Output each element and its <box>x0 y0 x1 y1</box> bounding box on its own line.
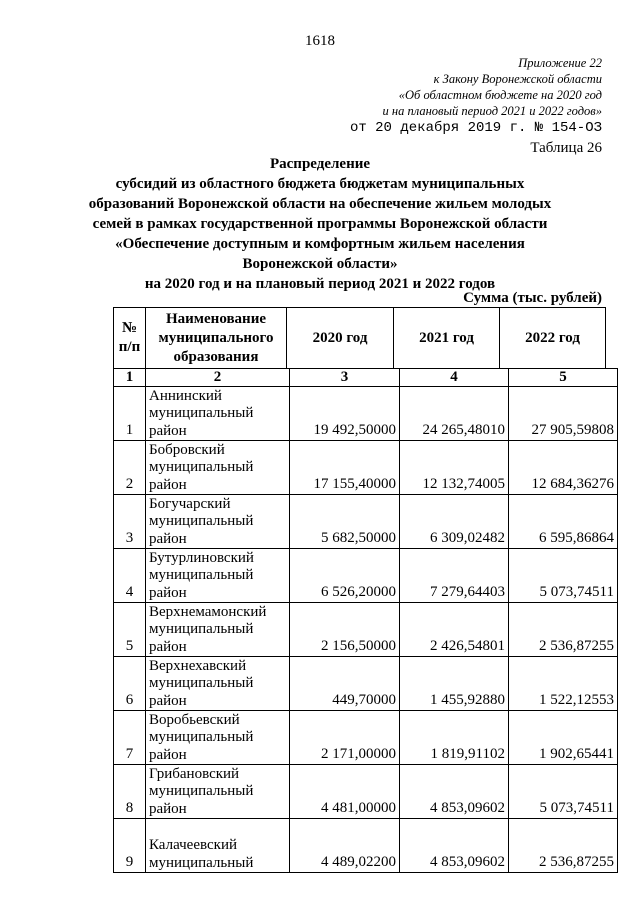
table-row <box>114 387 618 441</box>
municipality-name-line: муниципальный <box>149 783 254 799</box>
row-number: 2 <box>114 441 146 495</box>
value-2021: 4 853,09602 <box>400 819 509 873</box>
title-line: «Обеспечение доступным и комфортным жильем населения <box>115 236 525 252</box>
value-2021: 1 819,91102 <box>400 711 509 765</box>
value-2020: 19 492,50000 <box>290 387 400 441</box>
column-numbers-row <box>114 369 618 387</box>
municipality-name-line: Воробьевский <box>149 711 240 728</box>
value-2021: 12 132,74005 <box>400 441 509 495</box>
row-number: 7 <box>114 711 146 765</box>
row-number: 8 <box>114 765 146 819</box>
appendix-line: Приложение 22 <box>518 56 602 70</box>
value-2022: 6 595,86864 <box>509 495 618 549</box>
table-row <box>114 711 618 765</box>
municipality-name-line: Грибановский <box>149 765 240 782</box>
municipality-name <box>146 711 290 765</box>
table-row <box>114 765 618 819</box>
value-2021: 7 279,64403 <box>400 549 509 603</box>
municipality-name-line: район <box>149 800 187 817</box>
value-2022: 5 073,74511 <box>509 549 618 603</box>
column-number: 4 <box>400 369 509 387</box>
value-2022: 1 522,12553 <box>509 657 618 711</box>
municipality-name <box>146 549 290 603</box>
value-2020: 4 481,00000 <box>290 765 400 819</box>
table-row <box>114 441 618 495</box>
value-2021: 24 265,48010 <box>400 387 509 441</box>
row-number: 4 <box>114 549 146 603</box>
value-2021: 1 455,92880 <box>400 657 509 711</box>
municipality-name-line: район <box>149 584 187 601</box>
appendix-line: и на плановый период 2021 и 2022 годов» <box>382 104 602 118</box>
municipality-name-line: муниципальный <box>149 729 254 745</box>
title-line: Распределение <box>269 156 371 172</box>
value-2020: 17 155,40000 <box>290 441 400 495</box>
municipality-name-line: район <box>149 746 187 763</box>
municipality-name-line: район <box>149 422 187 439</box>
table-row <box>114 657 618 711</box>
value-2021: 2 426,54801 <box>400 603 509 657</box>
municipality-name-line: муниципальный <box>149 567 254 583</box>
municipality-name-line: муниципальный <box>149 459 254 475</box>
units-label: Сумма (тыс. рублей) <box>463 290 602 306</box>
row-number: 6 <box>114 657 146 711</box>
table-header <box>113 307 606 369</box>
municipality-name <box>146 765 290 819</box>
data-table <box>113 368 618 873</box>
municipality-name-line: Верхнемамонский <box>149 603 267 620</box>
municipality-name-line: Бобровский <box>149 441 225 458</box>
table-row <box>114 819 618 873</box>
municipality-name-line: муниципальный <box>149 405 254 421</box>
value-2020: 4 489,02200 <box>290 819 400 873</box>
value-2022: 2 536,87255 <box>509 819 618 873</box>
row-number: 5 <box>114 603 146 657</box>
municipality-name <box>146 495 290 549</box>
municipality-name-line: муниципальный <box>149 513 254 529</box>
municipality-name-line: Верхнехавский <box>149 657 247 674</box>
value-2022: 2 536,87255 <box>509 603 618 657</box>
table-row <box>114 495 618 549</box>
municipality-name-line: Богучарский <box>149 495 231 512</box>
municipality-name <box>146 603 290 657</box>
table-row <box>114 603 618 657</box>
header-2021: 2021 год <box>394 308 500 369</box>
column-number: 2 <box>146 369 290 387</box>
column-number: 3 <box>290 369 400 387</box>
column-number: 1 <box>114 369 146 387</box>
municipality-name-line: район <box>149 638 187 655</box>
municipality-name-line: район <box>149 692 187 709</box>
table-row <box>114 549 618 603</box>
title-line: субсидий из областного бюджета бюджетам муниципальных <box>115 176 525 192</box>
appendix-line: к Закону Воронежской области <box>433 72 602 86</box>
header-num: № п/п <box>114 308 146 369</box>
value-2021: 4 853,09602 <box>400 765 509 819</box>
title-line: на 2020 год и на плановый период 2021 и 2022 годов <box>144 276 496 292</box>
value-2022: 1 902,65441 <box>509 711 618 765</box>
title-line: образований Воронежской области на обеспечение жильем молодых <box>88 196 552 212</box>
municipality-name-line: Калачеевский <box>149 837 237 853</box>
municipality-name <box>146 657 290 711</box>
header-name: Наименование муниципального образования <box>146 308 287 369</box>
value-2020: 5 682,50000 <box>290 495 400 549</box>
row-number: 3 <box>114 495 146 549</box>
row-number: 1 <box>114 387 146 441</box>
appendix-header <box>383 55 602 119</box>
municipality-name <box>146 819 290 873</box>
value-2020: 2 171,00000 <box>290 711 400 765</box>
header-2020: 2020 год <box>287 308 394 369</box>
municipality-name-line: Бутурлиновский <box>149 549 254 566</box>
value-2022: 12 684,36276 <box>509 441 618 495</box>
municipality-name-line: муниципальный <box>149 854 254 871</box>
municipality-name-line: муниципальный <box>149 621 254 637</box>
municipality-name-line: район <box>149 476 187 493</box>
value-2022: 5 073,74511 <box>509 765 618 819</box>
column-number: 5 <box>509 369 618 387</box>
title-line: семей в рамках государственной программы Воронежской области <box>92 216 548 232</box>
municipality-name-line: муниципальный <box>149 675 254 691</box>
value-2022: 27 905,59808 <box>509 387 618 441</box>
value-2020: 6 526,20000 <box>290 549 400 603</box>
title-line: Воронежской области» <box>242 256 398 272</box>
value-2021: 6 309,02482 <box>400 495 509 549</box>
municipality-name-line: Аннинский <box>149 387 222 404</box>
document-title <box>0 154 640 294</box>
appendix-line: «Об областном бюджете на 2020 год <box>398 88 602 102</box>
municipality-name <box>146 387 290 441</box>
header-2022: 2022 год <box>500 308 606 369</box>
municipality-name <box>146 441 290 495</box>
table-number: Таблица 26 <box>530 140 602 156</box>
value-2020: 449,70000 <box>290 657 400 711</box>
law-reference: от 20 декабря 2019 г. № 154-ОЗ <box>349 120 602 136</box>
row-number: 9 <box>114 819 146 873</box>
page-number: 1618 <box>305 33 335 49</box>
municipality-name-line: район <box>149 530 187 547</box>
value-2020: 2 156,50000 <box>290 603 400 657</box>
